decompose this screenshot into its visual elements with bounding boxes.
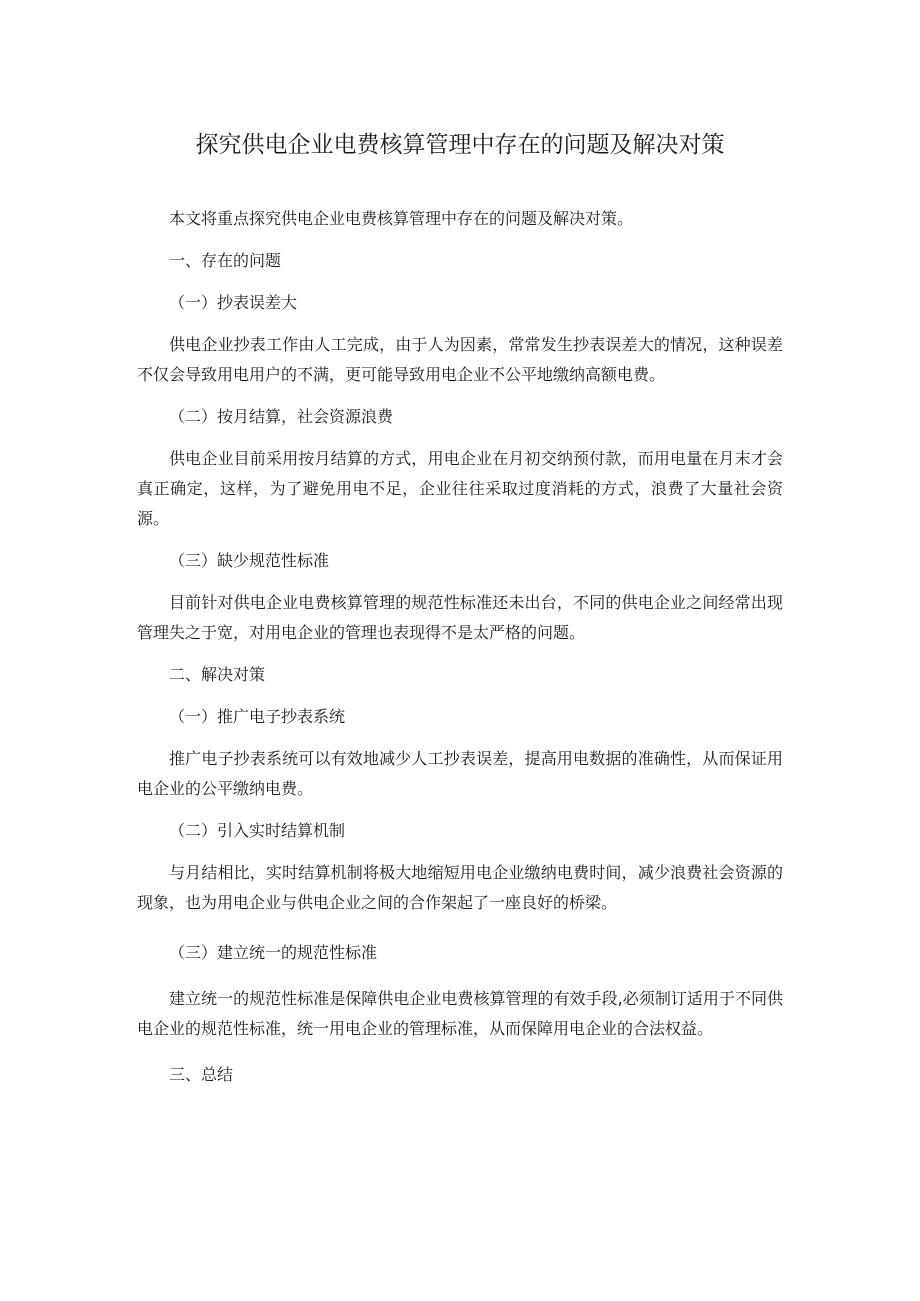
document-title: 探究供电企业电费核算管理中存在的问题及解决对策 — [195, 132, 725, 158]
document-body — [137, 204, 783, 1090]
subsection-heading: （一）抄表误差大 — [169, 293, 298, 312]
subsection-paragraph: 建立统一的规范性标准是保障供电企业电费核算管理的有效手段,必须制订适用于不同供电企业的规范性标准，统一用电企业的管理标准，从而保障用电企业的合法权益。 — [137, 989, 783, 1038]
subsection-heading: （三）建立统一的规范性标准 — [169, 943, 378, 962]
intro-paragraph: 本文将重点探究供电企业电费核算管理中存在的问题及解决对策。 — [169, 209, 634, 228]
subsection-paragraph: 目前针对供电企业电费核算管理的规范性标准还未出台，不同的供电企业之间经常出现管理失之于宽，对用电企业的管理也表现得不是太严格的问题。 — [137, 593, 783, 642]
subsection-heading: （二）引入实时结算机制 — [169, 821, 346, 840]
section-heading: 三、总结 — [169, 1065, 234, 1084]
subsection-paragraph: 与月结相比，实时结算机制将极大地缩短用电企业缴纳电费时间，减少浪费社会资源的现象，也为用电企业与供电企业之间的合作架起了一座良好的桥梁。 — [137, 863, 783, 912]
section-heading: 二、解决对策 — [169, 665, 266, 684]
subsection-heading: （三）缺少规范性标准 — [169, 551, 330, 570]
subsection-heading: （一）推广电子抄表系统 — [169, 707, 346, 726]
subsection-heading: （二）按月结算，社会资源浪费 — [169, 407, 394, 426]
subsection-paragraph: 供电企业目前采用按月结算的方式，用电企业在月初交纳预付款，而用电量在月末才会真正确定，这样，为了避免用电不足，企业往往采取过度消耗的方式，浪费了大量社会资源。 — [137, 449, 783, 528]
subsection-paragraph: 供电企业抄表工作由人工完成，由于人为因素，常常发生抄表误差大的情况，这种误差不仅会导致用电用户的不满，更可能导致用电企业不公平地缴纳高额电费。 — [137, 335, 783, 384]
subsection-paragraph: 推广电子抄表系统可以有效地减少人工抄表误差，提高用电数据的准确性，从而保证用电企业的公平缴纳电费。 — [137, 749, 783, 798]
section-heading: 一、存在的问题 — [169, 251, 282, 270]
